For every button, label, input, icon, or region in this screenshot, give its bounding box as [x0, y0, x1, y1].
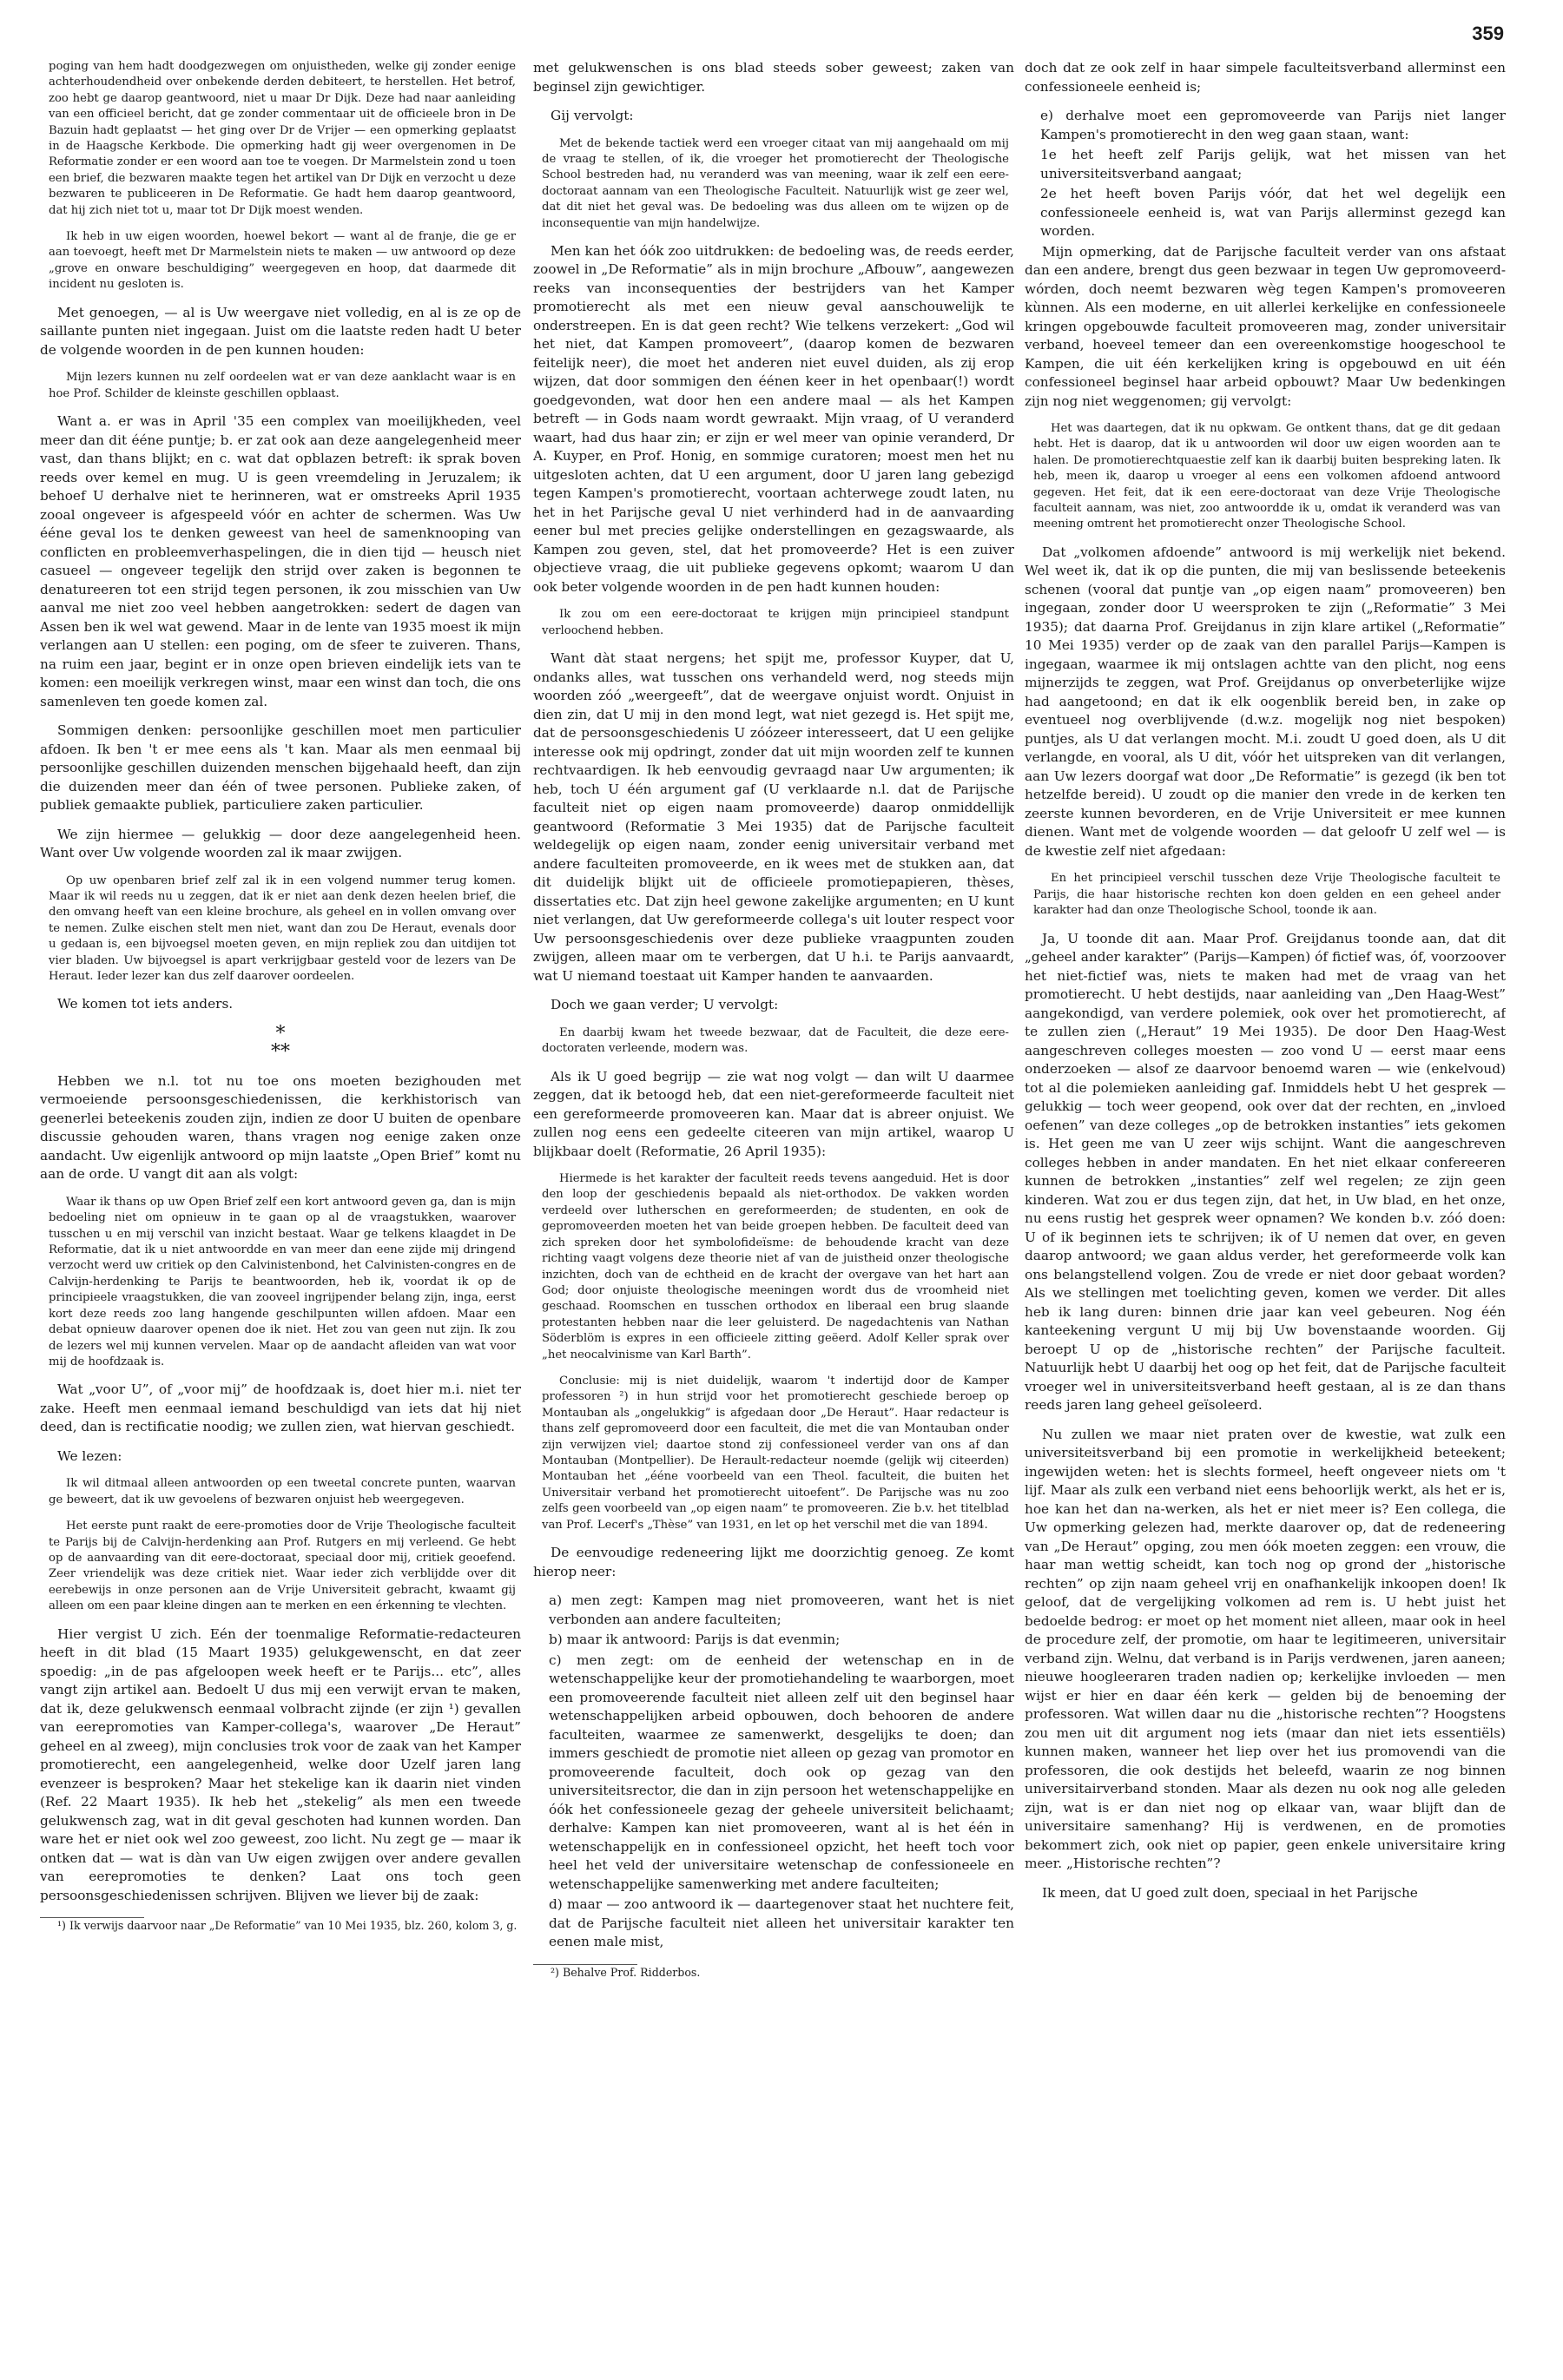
- quoted-paragraph: poging van hem hadt doodgezwegen om onjuistheden, welke gij zonder eenige achterhoudendheid over onbekende derden debiteert, te herstellen. Het betrof, zoo hebt ge daarop geantwoord, niet u maar Dr Dijk. Deze had naar aanleiding van een officieel bericht, dat ge zonder commentaar uit de officieele bron in De Bazuin hadt geplaatst — het ging over Dr de Vrijer — een opmerking geplaatst in de Haagsche Kerkbode. Die opmerking hadt gij weer overgenomen in De Reformatie zonder er een woord aan toe te voegen. Dr Marmelstein zond u toen een brief, die bezwaren maakte tegen het artikel van Dr Dijk en verzocht u deze bezwaren te publiceeren in De Reformatie. Ge hadt hem daarop geantwoord, dat hij zich niet tot u, maar tot Dr Dijk moest wenden.: [49, 60, 516, 217]
- quoted-paragraph: Ik zou om een eere-doctoraat te krijgen mijn principieel standpunt verloochend hebben.: [542, 608, 1009, 637]
- body-paragraph: Nu zullen we maar niet praten over de kwestie, wat zulk een universiteitsverband bij een promotie in werkelijkheid beteekent; ingewijden weten: het is slechts formeel, heeft ongeveer niets om 't lijf. Maar als zulk een verband niet eens behoorlijk werkt, als het er is, hoe kan het dan na-werken, als het er niet meer is? Een collega, die Uw opmerking gelezen had, merkte daarover op, dat de redeneering van „De Heraut” opging, zou men óók moeten zeggen: een vrouw, die haar man wettig scheidt, kan toch nog op grond der „historische rechten” op zijn naam geheel vrij en onafhankelijk inkoopen doen! Ik geloof, dat de vergelijking volkomen ad rem is. U hebt juist het bedoelde bedrog: er moet op het moment niet alleen, maar ook in heel de procedure zelf, der promotie, om haar te legitimeeren, universitair verband zijn. Welnu, dat verband is in Parijs verdwenen, jaren aaneen; nieuwe hoogleeraren traden nadien op; kerkelijke invloeden — men wijst er hier en daar één kerk — gelden bij de benoeming der professoren. Wat willen daar nu die „historische rechten”? Hoogstens zou men uit dit argument nog iets (maar dan niet iets essentiëls) kunnen maken, wanneer het liep over het ius promovendi van die professoren, die ook destijds het beleefd, waarin ze nog binnen universitairverband stonden. Maar als dezen nu ook nog alle geleden zijn, wat is er dan niet nog op elkaar van, waar blijft dan de universitaire samenhang? Hij is verdwenen, en de promoties bekommert zich, ook niet op papier, geen enkele universitaire kring meer. „Historische rechten”?: [1025, 1426, 1506, 1872]
- column-3: [1025, 59, 1506, 2351]
- body-paragraph: Men kan het óók zoo uitdrukken: de bedoeling was, de reeds eerder, zoowel in „De Reformatie” als in mijn brochure „Afbouw”, aangewezen reeks van inconsequenties der bestrijders van het Kamper promotierecht als met een nieuw geval aanschouwelijk te onderstreepen. En is dat geen recht? Wie telkens verzekert: „God wil het niet, dat Kampen promoveert”, (daarop komen de bezwaren feitelijk neer), die moet het anderen niet euvel duiden, als zij erop wijzen, dat door sommigen den éénen keer in het openbaar(!) wordt goedgevonden, wat door hen een andere maal — als het Kampen betreft — in Gods naam wordt gewraakt. Mijn vraag, of U veranderd waart, had dus haar zin; er zijn er wel meer van opinie veranderd, Dr A. Kuyper, en Prof. Honig, en sommige curatoren; moest men het nu uitgesloten achten, dat U een argument, door U jaren lang gebezigd tegen Kampen's promotierecht, voortaan achterwege zoudt laten, nu het in het Parijsche geval U niet verhinderd had in de aanvaarding eener bul met precies gelijke onderstellingen en gezagswaarde, als Kampen zou geven, stel, dat het promoveerde? Het is een zuiver objectieve vraag, die uit publieke gegevens opkomt; waarom U dan ook beter volgende woorden in de pen hadt kunnen houden:: [533, 242, 1014, 595]
- footnote: ¹) Ik verwijs daarvoor naar „De Reformatie” van 10 Mei 1935, blz. 260, kolom 3, g.: [57, 1919, 518, 1933]
- body-paragraph: Hebben we n.l. tot nu toe ons moeten bezighouden met vermoeiende persoonsgeschiedenissen, die kerkhistorisch van geenerlei beteekenis zouden zijn, indien ze door U buiten de openbare discussie gehouden waren, thans vragen nog eenige zaken onze aandacht. Uw eigenlijk antwoord op mijn laatste „Open Brief” komt nu aan de orde. U vangt dit aan als volgt:: [40, 1072, 521, 1183]
- body-paragraph: Want a. er was in April '35 een complex van moeilijkheden, veel meer dan dit ééne puntje; b. er zat ook aan deze aangelegenheid meer vast, dan thans blijkt; en c. wat dat opblazen betreft: ik sprak boven reeds over kemel en mug. U is geen vreemdeling in Jeruzalem; ik behoef U derhalve niet te herinneren, wat er omstreeks April 1935 zooal ongeveer is afgespeeld vóór en achter de schermen. Was Uw ééne geval los te denken geweest van heel de samenknooping van conflicten en probleemverhaspelingen, die in dien tijd — heusch niet casueel — ongeveer tegelijk den strijd over zaken is begonnen te denatureeren tot een strijd tegen personen, ik zou misschien van Uw aanval me niet zoo veel hebben aangetrokken: sedert de dagen van Assen ben ik wel wat gewend. Maar in de lente van 1935 moest ik mijn verlangen aan U stellen: een poging, om de sfeer te zuiveren. Thans, na ruim een jaar, begint er in onze open brieven eindelijk iets van te komen: een moeilijk verkregen winst, maar een winst dan toch, die ons samenleven ten goede komen zal.: [40, 413, 521, 709]
- body-paragraph: We zijn hiermee — gelukkig — door deze aangelegenheid heen. Want over Uw volgende woorden zal ik maar zwijgen.: [40, 826, 521, 860]
- page-number: 359: [1472, 23, 1504, 44]
- quoted-paragraph: Waar ik thans op uw Open Brief zelf een kort antwoord geven ga, dan is mijn bedoeling niet om opnieuw in te gaan op al de vraagstukken, waarover tusschen u en mij verschil van inzicht bestaat. Waar ge telkens klaagdet in De Reformatie, dat ik u niet antwoordde en van meer dan eene zijde mij dringend verzocht werd uw critiek op den Calvinistenbond, het Calvinisten-congres en de Calvijn-herdenking te Parijs te beantwoorden, heb ik, voordat ik op de principieele vraagstukken, die van zooveel ingrijpender belang zijn, inga, eerst kort deze reeds zoo lang hangende geschilpunten willen afdoen. Maar een debat opnieuw daarover openen doe ik niet. Het zou van geen nut zijn. Ik zou de lezers wel mij kunnen vervelen. Maar op de aandacht afleiden van wat voor mij de hoofdzaak is.: [49, 1195, 516, 1368]
- body-paragraph: 2e het heeft boven Parijs vóór, dat het wel degelijk een confessioneele eenheid is, wat van Parijs allerminst gezegd kan worden.: [1040, 186, 1506, 239]
- body-paragraph: c) men zegt: om de eenheid der wetenschap en in de wetenschappelijke keur der promotiehandeling te waarborgen, moet een promoveerende faculteit niet alleen zelf uit den beginsel haar wetenschappelijken arbeid opbouwen, doch behooren de andere faculteiten, waarmee ze samenwerkt, desgelijks te doen; dan immers geschiedt de promotie niet alleen op gezag van promotor en promoveerende faculteit, doch ook op gezag van den universiteitsrector, die dan in zijn persoon het wetenschappelijke en óók het confessioneele gezag der geheele universiteit belichaamt; derhalve: Kampen kan niet promoveeren, want al is het één in wetenschappelijk en in confessioneel opzicht, het heeft toch voor heel het veld der universitaire wetenschap de confessioneele en wetenschappelijke samenwerking met andere faculteiten;: [549, 1651, 1014, 1892]
- quoted-paragraph: Op uw openbaren brief zelf zal ik in een volgend nummer terug komen. Maar ik wil reeds nu u zeggen, dat ik er niet aan denk dezen heelen brief, die den omvang heeft van een kleine brochure, als geheel en in vollen omvang over te nemen. Zulke eischen stelt men niet, want dan zou De Heraut, evenals door u gedaan is, een bijvoegsel moeten geven, en mijn repliek zou dan uitdijen tot vier bladen. Uw bijvoegsel is apart verkrijgbaar gesteld voor de lezers van De Heraut. Ieder lezer kan dus zelf daarover oordeelen.: [49, 874, 516, 983]
- body-paragraph: Met genoegen, — al is Uw weergave niet volledig, en al is ze op de saillante punten niet ingegaan. Juist om die laatste reden hadt U beter de volgende woorden in de pen kunnen houden:: [40, 304, 521, 358]
- body-paragraph: e) derhalve moet een gepromoveerde van Parijs niet langer Kampen's promotierecht in den weg gaan staan, want:: [1040, 108, 1506, 142]
- body-paragraph: We lezen:: [57, 1447, 122, 1464]
- section-separator: * **: [271, 1022, 290, 1064]
- quoted-paragraph: Conclusie: mij is niet duidelijk, waarom 't indertijd door de Kamper professoren ²) in hun strijd voor het promotierecht geschiede beroep op Montauban als „ongelukkig” is afgedaan door „De Heraut”. Haar redacteur is thans zelf gepromoveerd door een faculteit, die met die van Montauban onder zijn verwijzen viel; daartoe stond zij confessioneel verder van ons af dan Montauban (Montpellier). De Herault-redacteur noemde (gelijk wij citeerden) Montauban het „ééne voorbeeld van een Theol. faculteit, die buiten het Universitair verband het promotierecht uitoefent”. De Parijsche was nu zoo zelfs geen voorbeeld van „op eigen naam” te promoveeren. Zie b.v. het titelblad van Prof. Lecerf's „Thèse” van 1931, en let op het verschil met die van 1894.: [542, 1374, 1009, 1532]
- body-paragraph: b) maar ik antwoord: Parijs is dat evenmin;: [549, 1632, 841, 1647]
- quoted-paragraph: Ik heb in uw eigen woorden, hoewel bekort — want al de franje, die ge er aan toevoegt, heeft met Dr Marmelstein niets te maken — uw antwoord op deze „grove en onware beschuldiging” weergegeven en hoop, dat daarmede dit incident nu gesloten is.: [49, 230, 516, 292]
- body-paragraph: met gelukwenschen is ons blad steeds sober geweest; zaken van beginsel zijn gewichtiger.: [533, 60, 1014, 95]
- quoted-paragraph: Hiermede is het karakter der faculteit reeds tevens aangeduid. Het is door den loop der geschiedenis bepaald als niet-orthodox. De vakken worden verdeeld over lutherschen en gereformeerden; de studenten, en ook de gepromoveerden moeten het van beide groepen hebben. De faculteit deed van zich spreken door het symbolofideïsme: de behoudende kracht van deze richting vaagt volgens deze theorie niet af van de juistheid onzer theologische inzichten, doch van de echtheid en de kracht der overgave van het hart aan God; door onjuiste theologische meeningen wordt dus de vroomheid niet geschaad. Roomschen en tusschen orthodox en liberaal een brug slaande protestanten hebben naar die leer geluisterd. De nagedachtenis van Nathan Söderblöm is expres in een officieele zitting geëerd. Adolf Keller sprak over „het neocalvinisme van Karl Barth”.: [542, 1172, 1009, 1361]
- body-paragraph: doch dat ze ook zelf in haar simpele faculteitsverband allerminst een confessioneele eenheid is;: [1025, 60, 1506, 95]
- body-paragraph: Mijn opmerking, dat de Parijsche faculteit verder van ons afstaat dan een andere, brengt dus geen bezwaar in tegen Uw gepromoveerd-wórden, doch neemt bezwaren wèg tegen Kampen's promoveeren kùnnen. Als een moderne, en uit allerlei kerkelijke en confessioneele kringen opgebouwde faculteit promoveeren mag, zonder universitair verband, hoeveel temeer dan een overeenkomstige hoogeschool te Kampen, die uit één kerkelijken kring is opgebouwd en uit één confessioneel beginsel haar arbeid opbouwt? Maar Uw bedenkingen zijn nog niet weggenomen; gij vervolgt:: [1025, 243, 1506, 409]
- body-paragraph: Gij vervolgt:: [551, 108, 634, 123]
- body-paragraph: a) men zegt: Kampen mag niet promoveeren, want het is niet verbonden aan andere faculteiten;: [549, 1592, 1014, 1627]
- quoted-paragraph: Het was daartegen, dat ik nu opkwam. Ge ontkent thans, dat ge dit gedaan hebt. Het is daarop, dat ik u antwoorden wil door uw eigen woorden aan te halen. De promotierechtquaestie zelf kan ik daarbij buiten bespreking laten. Ik heb, meen ik, daarop u vroeger al eens een volkomen afdoend antwoord gegeven. Het feit, dat ik een eere-doctoraat van deze Vrije Theologische faculteit aannam, was niet, zoo antwoordde ik u, omdat ik veranderd was van meening omtrent het promotierecht onzer Theologische School.: [1033, 422, 1500, 531]
- body-paragraph: Dat „volkomen afdoende” antwoord is mij werkelijk niet bekend. Wel weet ik, dat ik op die punten, die mij van beslissende beteekenis schenen (vooral dat puntje van „op eigen naam” promoveeren) ben ingegaan, zonder door U weersproken te zijn („Reformatie” 3 Mei 1935); dat daarna Prof. Greijdanus in zijn klare artikel („Reformatie” 10 Mei 1935) verder op de zaak van den parallel Parijs—Kampen is ingegaan, waarmee ik mij ontslagen achtte van den plicht, nog eens mijnerzijds te zeggen, wat Prof. Greijdanus op onverbeterlijke wijze had aangetoond; en dat ik elk oogenblik bereid ben, in zake op eventueel nog overblijvende (d.w.z. mogelijk nog niet bespoken) puntjes, als U dat verlangen mocht. M.i. zoudt U goed doen, als U dit verlangde, en vooral, als U dit, vóór het uitspreken van dit verlangen, aan Uw lezers doorgaf wat door „De Reformatie” is gezegd (ik ben tot hetzelfde bereid). U zoudt op die manier den vrede in de kerken ten zeerste kunnen bevorderen, en de Vrije Universiteit er mee kunnen dienen. Want met de volgende woorden — dat geloofr U zelf wel — is de kwestie zelf niet afgedaan:: [1025, 544, 1506, 859]
- body-paragraph: Ik meen, dat U goed zult doen, speciaal in het Parijsche: [1042, 1884, 1418, 1901]
- quoted-paragraph: Ik wil ditmaal alleen antwoorden op een tweetal concrete punten, waarvan ge beweert, dat ik uw gevoelens of bezwaren onjuist heb weergegeven.: [49, 1477, 516, 1506]
- quoted-paragraph: Met de bekende tactiek werd een vroeger citaat van mij aangehaald om mij de vraag te stellen, of ik, die vroeger het promotierecht der Theologische School bestreden had, nu veranderd was van meening, waar ik zelf een eere-doctoraat aannam van een Theologische Faculteit. Natuurlijk wist ge zeer wel, dat dit niet het geval was. De bedoeling was dus alleen om te wijzen op de inconsequentie van mijn handelwijze.: [542, 136, 1009, 230]
- body-paragraph: Hier vergist U zich. Eén der toenmalige Reformatie-redacteuren heeft in dit blad (15 Maart 1935) gelukgewenscht, en dat zeer spoedig: „in de pas afgeloopen week heeft er te Parijs... etc”, alles vangt zijn artikel aan. Bedoelt U dus mij een verwijt ervan te maken, dat ik, deze gelukwensch eenmaal volbracht zijnde (er zijn ¹) gevallen van eerepromoties van Kamper-collega's, waarover „De Heraut” geheel en al zweeg), mijn conclusies trok voor de zaak van het Kamper promotierecht, een aangelegenheid, welke door Uzelf jaren lang evenzeer is besproken? Maar het stekelige kan ik daarin niet vinden (Ref. 22 Maart 1935). Ik heb het „stekelig” als men een tweede gelukwensch zag, wat in dit geval geschoten had kunnen worden. Dan ware het er niet ook wel zoo geweest, zoo licht. Nu zegt ge — maar ik ontken dat — wat is dàn van Uw eigen zwijgen over andere gevallen van eerepromoties te denken? Laat ons toch geen persoonsgeschiedenissen schrijven. Blijven we liever bij de zaak:: [40, 1625, 521, 1903]
- footnote: ²) Behalve Prof. Ridderbos.: [551, 1965, 701, 1979]
- quoted-paragraph: En daarbij kwam het tweede bezwaar, dat de Faculteit, die deze eere-doctoraten verleende, modern was.: [542, 1025, 1009, 1056]
- body-paragraph: 1e het heeft zelf Parijs gelijk, wat het missen van het universiteitsverband aangaat;: [1040, 147, 1506, 181]
- body-paragraph: We komen tot iets anders.: [57, 996, 234, 1012]
- quoted-paragraph: Het eerste punt raakt de eere-promoties door de Vrije Theologische faculteit te Parijs bij de Calvijn-herdenking aan Prof. Rutgers en mij verleend. Ge hebt op de aanvaarding van dit eere-doctoraat, speciaal door mij, critiek geoefend. Zeer vriendelijk was deze critiek niet. Waar ieder zich verblijdde over dit eerebewijs in onze personen aan de Vrije Universiteit gebracht, kwaamt gij alleen om een paar kleine dingen aan te merken en een érkenning te vlechten.: [49, 1520, 516, 1613]
- quoted-paragraph: En het principieel verschil tusschen deze Vrije Theologische faculteit te Parijs, die haar historische rechten kon doen gelden en een geheel ander karakter had dan onze Theologische School, toonde ik aan.: [1033, 872, 1500, 918]
- body-paragraph: Want dàt staat nergens; het spijt me, professor Kuyper, dat U, ondanks alles, wat tusschen ons verhandeld werd, nog steeds mijn woorden zóó „weergeeft”, dat de weergave onjuist wordt. Onjuist in dien zin, dat U mij in den mond legt, wat niet gezegd is. Het spijt me, dat de persoonsgeschiedenis U zóózeer interesseert, dat U een gelijke interesse ook mij opdringt, zonder dat uit mijn woorden zelf te kunnen rechtvaardigen. Ik heb eenvoudig gevraagd naar Uw argumenten; ik heb, toch U één argument gaf (U verklaarde n.l. dat de Parijsche faculteit niet op eigen naam promoveerde) daarop onmiddellijk geantwoord (Reformatie 3 Mei 1935) dat de Parijsche faculteit weldegelijk op eigen naam, zonder eenig universitair verband met andere faculteiten promoveerde, en ik wees met de stukken aan, dat dit duidelijk blijkt uit de officieele promotiepapieren, thèses, dissertaties etc. Dat zijn heel gewone zakelijke argumenten; en U kunt niet verlangen, dat Uw gereformeerde collega's uit louter respect voor Uw persoonsgeschiedenis over deze publieke vraagpunten zouden zwijgen, alleen maar om te verbergen, dat U h.i. te Parijs aanvaardt, wat U niemand toestaat uit Kamper handen te aanvaarden.: [533, 650, 1014, 984]
- column-2: [533, 59, 1014, 2351]
- body-paragraph: Wat „voor U”, of „voor mij” de hoofdzaak is, doet hier m.i. niet ter zake. Heeft men eenmaal iemand beschuldigd van iets dat hij niet deed, dan is rectificatie noodig; we zullen zien, wat hiervan geschiedt.: [40, 1381, 521, 1435]
- column-1: [40, 59, 521, 2351]
- body-paragraph: Ja, U toonde dit aan. Maar Prof. Greijdanus toonde aan, dat dit „geheel ander karakter” (Parijs—Kampen) óf fictief was, óf, voorzoover het niet-fictief was, niets te maken had met de vraag van het promotierecht. U hebt destijds, naar aanleiding van „Den Haag-West” aangekondigd, van verdere polemiek, ook over het promotierecht, af te zullen zien („Heraut” 19 Mei 1935). De door Den Haag-West aangeschreven colleges moesten — zoo vond U — eerst maar eens onderzoeken — alsof ze daarvoor benoemd waren — wie (enkelvoud) tot al die polemieken aanleiding gaf. Inmiddels hebt U het gesprek — gelukkig — toch weer geopend, ook over dat der rechten, en „invloed oefenen” van deze colleges „op de betrokken instanties” iets gekomen is. Het geen me van U zeer wijs schijnt. Want die aangeschreven colleges hebben in ander mandaten. En het niet elkaar confereeren kunnen de betrokken „instanties” zelf wel regelen; ze zijn geen kinderen. Wat zou er dus tegen zijn, dat het, in Uw blad, en het onze, nu eens rustig het gesprek weer opnamen? We konden b.v. zóó doen: U of ik beginnen iets te schrijven; ik of U nemen dat over, en geven daarop antwoord; we gaan aldus verder, het gereformeerde volk kan ons belangstellend volgen. Zou de vrede er niet door gebaat worden? Als we stellingen met toelichting geven, komen we verder. Dit alles heb ik lang duren: binnen drie jaar kan veel gebeuren. Nog één kanteekening vergunt U mij bij Uw bovenstaande woorden. Gij beroept U op de „historische rechten” der Parijsche faculteit. Natuurlijk hebt U daarbij het oog op het feit, dat de Parijsche faculteit vroeger wel in universiteitsverband heeft gestaan, al is ze dan thans reeds jaren lang geheel geïsoleerd.: [1025, 930, 1506, 1414]
- quoted-paragraph: Mijn lezers kunnen nu zelf oordeelen wat er van deze aanklacht waar is en hoe Prof. Schilder de kleinste geschillen opblaast.: [49, 371, 516, 400]
- body-paragraph: Sommigen denken: persoonlijke geschillen moet men particulier afdoen. Ik ben 't er mee eens als 't kan. Maar als men eenmaal bij persoonlijke geschillen duizenden menschen bijgehaald heeft, dan zijn die duizenden meer dan één of twee personen. Publieke zaken, of publiek gemaakte publiek, particuliere zaken particulier.: [40, 722, 521, 813]
- body-paragraph: De eenvoudige redeneering lijkt me doorzichtig genoeg. Ze komt hierop neer:: [533, 1545, 1014, 1579]
- body-paragraph: Als ik U goed begrijp — zie wat nog volgt — dan wilt U daarmee zeggen, dat ik betoogd heb, dat een niet-gereformeerde faculteit niet een gereformeerde promoveeren kan. Maar dat is abreer onjuist. We zullen nog eens een gedeelte citeeren van mijn artikel, waarop U blijkbaar doelt (Reformatie, 26 April 1935):: [533, 1068, 1014, 1159]
- body-paragraph: Doch we gaan verder; U vervolgt:: [551, 997, 779, 1013]
- body-paragraph: d) maar — zoo antwoord ik — daartegenover staat het nuchtere feit, dat de Parijsche faculteit niet alleen het universitair karakter ten eenen male mist,: [549, 1896, 1014, 1949]
